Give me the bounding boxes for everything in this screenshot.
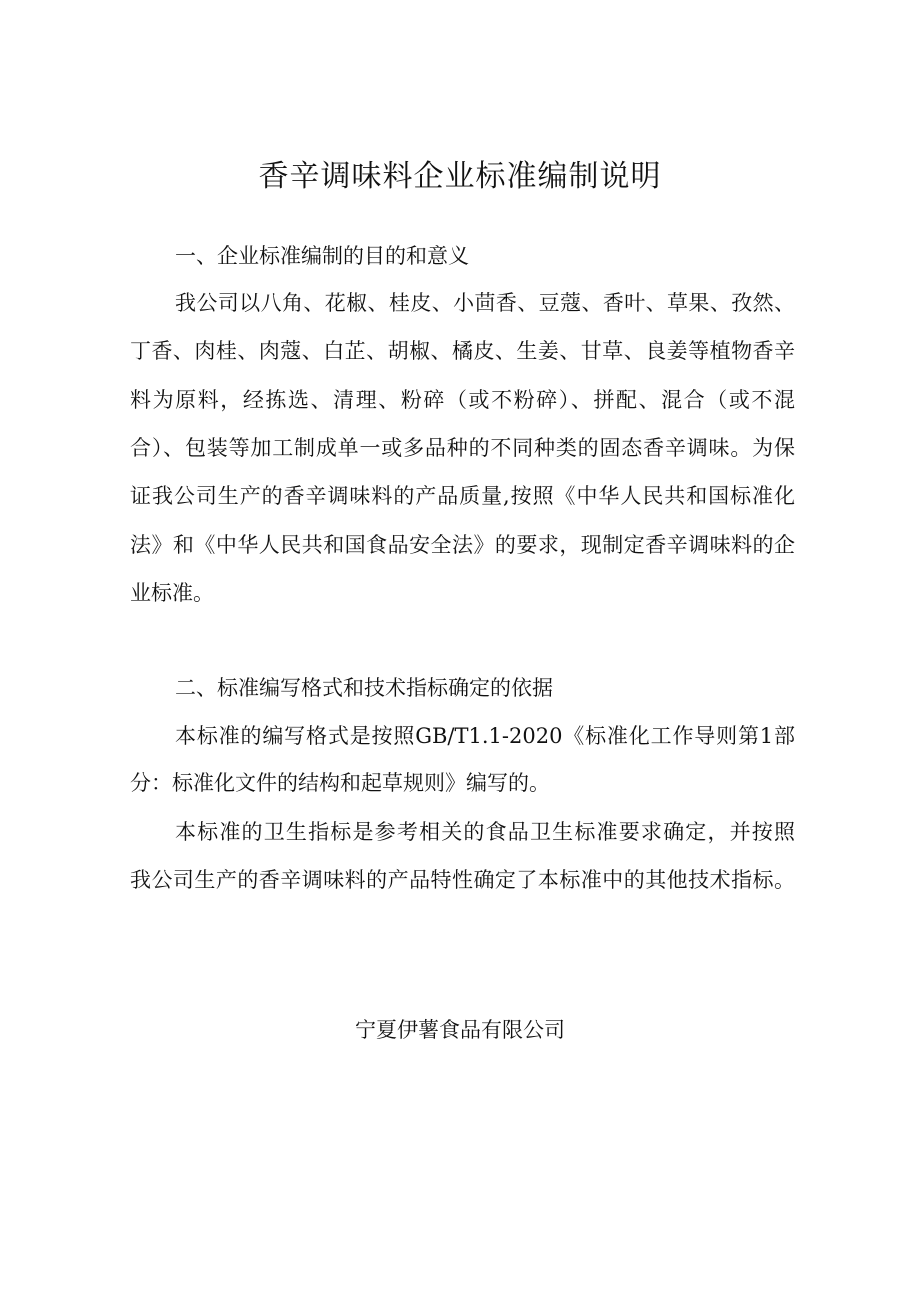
paragraph-line: 我公司生产的香辛调味料的产品特性确定了本标准中的其他技术指标。 <box>130 868 795 892</box>
paragraph-line: 本标准的卫生指标是参考相关的食品卫生标准要求确定，并按照 <box>175 820 795 844</box>
paragraph-line: 我公司以八角、花椒、桂皮、小茴香、豆蔻、香叶、草果、孜然、 <box>175 291 795 315</box>
paragraph-line: 法》和《中华人民共和国食品安全法》的要求，现制定香辛调味料的企 <box>130 533 795 557</box>
paragraph-line: 丁香、肉桂、肉蔻、白芷、胡椒、橘皮、生姜、甘草、良姜等植物香辛 <box>130 339 795 363</box>
paragraph-line: 分：标准化文件的结构和起草规则》编写的。 <box>130 771 550 795</box>
paragraph-line: 证我公司生产的香辛调味料的产品质量,按照《中华人民共和国标准化 <box>130 484 795 508</box>
company-name: 宁夏伊薯食品有限公司 <box>355 1018 565 1042</box>
paragraph-line: 本标准的编写格式是按照GB/T1.1-2020《标准化工作导则第1部 <box>175 724 795 748</box>
paragraph-line: 合）、包装等加工制成单一或多品种的不同种类的固态香辛调味。为保 <box>130 436 795 460</box>
paragraph-line: 料为原料，经拣选、清理、粉碎（或不粉碎）、拼配、混合（或不混 <box>130 388 795 412</box>
paragraph-line: 业标准。 <box>130 581 214 605</box>
section-heading: 二、标准编写格式和技术指标确定的依据 <box>175 676 553 700</box>
document-title: 香辛调味料企业标准编制说明 <box>258 159 662 194</box>
section-heading: 一、企业标准编制的目的和意义 <box>175 244 469 268</box>
